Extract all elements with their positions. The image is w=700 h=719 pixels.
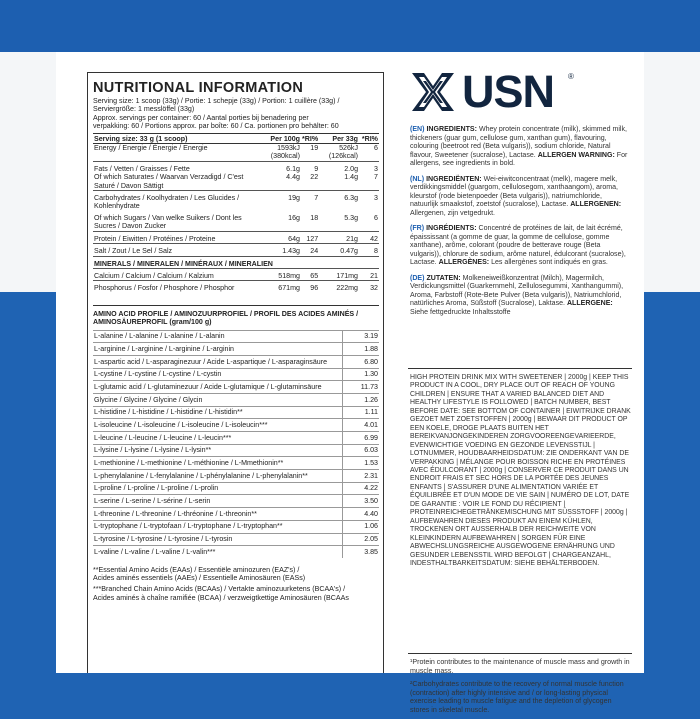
amino-acid-name: L-histidine / L-histidine / L-histidine / L-histidin** [93, 406, 343, 419]
amino-acid-value: 4.22 [343, 482, 380, 495]
amino-acid-name: L-tyrosine / L-tyrosine / L-tyrosine / L-tyrosin [93, 533, 343, 546]
amino-acid-name: L-aspartic acid / L-asparaginezuur / Acide L-aspartique / L-asparaginsäure [93, 355, 343, 368]
amino-acid-name: L-methionine / L-methionine / L-méthionine / L-Mmethionin** [93, 457, 343, 470]
amino-acid-value: 6.80 [343, 355, 380, 368]
top-blue-band [0, 0, 700, 52]
claim-carbohydrates: ²Carbohydrates contribute to the recovery of normal muscle function (contraction) after highly intensive and / or long-lasting physical exercise leading to muscle fatigue and the depletion of glycogen stores in skeletal muscle. [410, 680, 624, 714]
amino-acid-row [93, 355, 379, 368]
usn-logo [410, 66, 580, 117]
amino-acid-value: 6.03 [343, 444, 380, 457]
amino-acid-profile-title: AMINO ACID PROFILE / AMINOZUURPROFIEL / PROFIL DES ACIDES AMINÉS / AMINOSÄUREPROFIL (gram/100 g) [93, 305, 379, 327]
amino-acid-value: 1.30 [343, 368, 380, 381]
nutrition-row-energy: Energy / Energie / Énergie / Energie 1593kJ (380kcal) 19 526kJ (126kcal) 6 [94, 144, 378, 161]
amino-acid-name: L-lysine / L-lysine / L-lysine / L-lysin** [93, 444, 343, 457]
amino-acid-name: L-valine / L-valine / L-valine / L-valin*** [93, 546, 343, 558]
nutrition-table [93, 133, 379, 293]
health-claims [410, 658, 632, 719]
amino-acid-value: 1.53 [343, 457, 380, 470]
amino-acid-name: L-cystine / L-cystine / L-cystine / L-cystin [93, 368, 343, 381]
amino-acid-footnotes: **Essential Amino Acids (EAAs) / Essentiële aminozuren (EAZ's) / Acides aminés essentiels (AAEs) / Essentielle Aminosäuren (EASs) ***Branched Chain Amino Acids (BCAAs) / Vertakte aminozuurketens (BCAA's) / Acides aminés à chaîne ramifiée (BCAA) / verzweigtkettige Aminosäuren (BCAAs [93, 565, 349, 602]
amino-acid-row [93, 470, 379, 483]
amino-acid-row [93, 495, 379, 508]
ingredients-en: (EN) INGREDIENTS: Whey protein concentrate (milk), skimmed milk, thickeners (guar gum, cellulose gum, xanthan gum), flavouring, colouring (beetroot red (Beta vulgaris)), sodium chloride, Natural flavour, Sweetener (sucralose), Lactase. ALLERGEN WARNING: For allergens, see ingredients in bold. [410, 126, 628, 167]
ingredients-de: (DE) ZUTATEN: Molkeneiweißkonzentrat (Milch), Magermilch, Verdickungsmittel (Guarkernmehl, Zellulosegummi, Xanthangummi), Aroma, Farbstoff (Rote-Bete Pulver (Beta vulgaris)), Natriumchlorid, natürliches Aroma, Süßstoff (Sucralose), Laktase. ALLERGENE: Siehe fettgedruckte Inhaltsstoffe [410, 274, 624, 316]
amino-acid-value: 3.85 [343, 546, 380, 558]
nutrition-row-fats: Fats / Vetten / Graisses / Fette Of which Saturates / Waarvan Verzadigd / C'est Saturé / Davon Sättigt 6.1g 4.4g 9 22 2.0g 1.4g 3 7 [93, 161, 379, 190]
amino-acid-name: Glycine / Glycine / Glycine / Glycin [93, 393, 343, 406]
amino-acid-table [93, 330, 379, 558]
nutrition-row-salt: Salt / Zout / Le Sel / Salz 1.43g 24 0.47g 8 [93, 244, 379, 256]
nutrition-title: NUTRITIONAL INFORMATION [93, 80, 304, 96]
amino-acid-row [93, 406, 379, 419]
amino-acid-row [93, 508, 379, 521]
amino-acid-row [93, 520, 379, 533]
amino-acid-value: 4.40 [343, 508, 380, 521]
amino-acid-name: L-leucine / L-leucine / L-leucine / L-leucin*** [93, 432, 343, 445]
nutrition-row-sugars: Of which Sugars / Van welke Suikers / Dont les Sucres / Davon Zucker 16g 18 5.3g 6 [94, 213, 378, 231]
amino-acid-row [93, 368, 379, 381]
amino-acid-row [93, 381, 379, 394]
amino-acid-row [93, 330, 379, 343]
amino-acid-value: 11.73 [343, 381, 380, 394]
amino-acid-value: 1.88 [343, 343, 380, 356]
amino-acid-name: L-alanine / L-alanine / L-alanine / L-alanin [93, 330, 343, 343]
amino-acid-row [93, 444, 379, 457]
amino-acid-value: 2.31 [343, 470, 380, 483]
label-panel [56, 52, 644, 714]
amino-acid-value: 2.05 [343, 533, 380, 546]
usn-logo-text: USN [462, 66, 555, 117]
amino-acid-name: L-threonine / L-threonine / L-thréonine / L-threonin** [93, 508, 343, 521]
mineral-row-phosphorus: Phosphorus / Fosfor / Phosphore / Phosphor 671mg 96 222mg 32 [93, 281, 379, 293]
nutrition-row-carbs: Carbohydrates / Koolhydraten / Les Glucides / Kohlenhydrate 19g 7 6.3g 3 [93, 191, 379, 211]
registered-mark: ® [568, 72, 574, 81]
serving-size-text: Serving size: 1 scoop (33g) / Portie: 1 schepje (33g) / Portion: 1 cuillère (33g) / Serviergröße: 1 messlöffel (33g) Approx. servings per container: 60 / Aantal porties bij benadering per verpakking: 60 / Portions approx. par boîte: 60 / Ca. portionen pro behälter: 60 [93, 97, 340, 131]
amino-acid-value: 1.06 [343, 520, 380, 533]
ingredients-nl: (NL) INGREDIËNTEN: Wei-eiwitconcentraat (melk), magere melk, verdikkingsmiddel (guargom, cellulosegom, xanthaangom), aroma, kleurstof (rode bietenpoeder (Beta vulgaris)), natriumchloride, natuurlijk smaakstof, zoetstof (sucralose), Lactase. ALLERGENEN: Allergenen, zijn vetgedrukt. [410, 175, 622, 217]
amino-acid-name: L-serine / L-serine / L-sérine / L-serin [93, 495, 343, 508]
minerals-header-row: MINERALS / MINERALEN / MINÉRAUX / MINERALIEN [93, 256, 379, 268]
amino-acid-name: L-isoleucine / L-isoleucine / L-isoleucine / L-isoleucin*** [93, 419, 343, 432]
divider-line-2 [408, 653, 632, 654]
usn-logo-mark-icon [410, 71, 456, 113]
amino-acid-row [93, 419, 379, 432]
ingredients-fr: (FR) INGRÉDIENTS: Concentré de protéines de lait, de lait écrémé, épaississant (a gomme de guar, la gomme de cellulose, gomme xanthane), arôme, colorant (poudre de betterave rouge (Beta vulgaris)), chlorure de sodium, arôme naturel, édulcorant (sucralose), Lactase. ALLERGÈNES: Les allergènes sont indiqués en gras. [410, 225, 626, 266]
ingredients-block [410, 126, 632, 324]
divider-line [408, 368, 632, 369]
amino-acid-row [93, 546, 379, 558]
amino-acid-name: L-tryptophane / L-tryptofaan / L-tryptophane / L-tryptophan** [93, 520, 343, 533]
amino-acid-row [93, 393, 379, 406]
nutrition-header-row: Serving size: 33 g (1 scoop) Per 100g *RI% Per 33g *RI% [94, 134, 378, 143]
amino-acid-row [93, 457, 379, 470]
amino-acid-name: L-phenylalanine / L-fenylalanine / L-phénylalanine / L-phenylalanin** [93, 470, 343, 483]
amino-acid-value: 3.50 [343, 495, 380, 508]
nutrition-row-protein: Protein / Eiwitten / Protéines / Proteine 64g 127 21g 42 [93, 231, 379, 243]
amino-acid-value: 1.26 [343, 393, 380, 406]
amino-acid-name: L-glutamic acid / L-glutaminezuur / Acide L-glutamique / L-glutaminsäure [93, 381, 343, 394]
amino-acid-value: 4.01 [343, 419, 380, 432]
claim-protein: ¹Protein contributes to the maintenance of muscle mass and growth in muscle mass. [410, 658, 630, 675]
amino-acid-value: 3.19 [343, 330, 380, 343]
amino-acid-value: 1.11 [343, 406, 380, 419]
amino-acid-row [93, 432, 379, 445]
storage-warnings-text: HIGH PROTEIN DRINK MIX WITH SWEETENER | 2000g | KEEP THIS PRODUCT IN A COOL, DRY PLACE OUT OF REACH OF YOUNG CHILDREN | ENSURE THAT A VARIED BALANCED DIET AND HEALTHY LIFESTYLE IS FOLLOWED | BATCH NUMBER, BEST BEFORE DATE: SEE BOTTOM OF CONTAINER | EIWITRIJKE DRANK GEZOET MET ZOETSTOFFEN | 2000g | BEWAAR DIT PRODUCT OP EEN KOELE, DROGE PLAATS BUITEN HET BEREIKVANJONGEKINDEREN ZORGVOOREENGEVARIEERDE, EVENWICHTIGE VOEDING EN GEZONDE LEVENSSTIJL | LOTNUMMER, HOUDBAARHEIDSDATUM: ZIE ONDERKANT VAN DE VERPAKKING | MÉLANGE POUR BOISSON RICHE EN PROTÉINES AVEC ÉDULCORANT | 2000g | CONSERVER CE PRODUIT DANS UN ENDROIT FRAIS ET SEC HORS DE LA PORTÉE DES JEUNES ENFANTS | S'ASSURER D'UNE ALIMENTATION VARIÉE ET ÉQUILIBRÉE ET D'UN MODE DE VIE SAIN | NUMÉRO DE LOT, DATE DE GARANTIE : VOIR LE FOND DU RÉCIPIENT | PROTEINREICHEGETRÄNKEMISCHUNG MIT SÜSSSTOFF | 2000g | AUFBEWAHREN DIESES PRODUKT AN EINEM KÜHLEN, TROCKENEN ORT AUSSERHALB DER REICHWEITE VON KLEINKINDERN AUFBEWAHREN | SORGEN FÜR EINE ABWECHSLUNGSREICHE AUSGEWOGENE ERNÄHRUNG UND GESUNDER LEBENSSTIL WIRD BEFOLGT | CHARGEANZAHL, INDESTHALTBARKEITSDATUM: SIEHE BEHÄLTERBODEN. [410, 374, 631, 567]
amino-acid-value: 6.99 [343, 432, 380, 445]
amino-acid-row [93, 343, 379, 356]
amino-acid-row [93, 482, 379, 495]
amino-acid-row [93, 533, 379, 546]
mineral-row-calcium: Calcium / Calcium / Calcium / Kalzium 518mg 65 171mg 21 [93, 268, 379, 280]
amino-acid-name: L-proline / L-proline / L-proline / L-prolin [93, 482, 343, 495]
nutrition-box [87, 72, 384, 673]
amino-acid-name: L-arginine / L-arginine / L-arginine / L-arginin [93, 343, 343, 356]
